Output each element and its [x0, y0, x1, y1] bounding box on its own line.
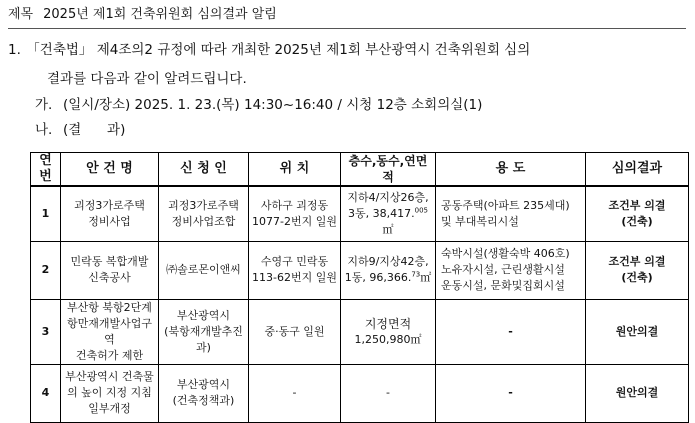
item-datetime-place	[35, 96, 482, 114]
item-text: (결 과)	[63, 122, 126, 138]
item-text: (일시/장소) 2025. 1. 23.(목) 14:30~16:40 / 시청 12층 소회의실(1)	[63, 97, 483, 113]
row-use: 숙박시설(생활숙박 406호) 노유자시설, 근린생활시설 운동시설, 문화및집회시설	[436, 241, 586, 299]
item-mark: 나.	[35, 122, 53, 138]
row-applicant: 부산광역시 (건축정책과)	[159, 364, 249, 422]
subject-label: 제목	[8, 7, 34, 22]
header-location: 위 치	[249, 153, 341, 187]
row-result: 조건부 의결 (건축)	[586, 186, 689, 241]
scale-main: 지하4/지상26층,	[347, 190, 429, 204]
header-no: 연번	[31, 153, 61, 187]
scale-sub: 3동, 38,417.$^{005}$㎡	[348, 206, 428, 236]
row-location: 사하구 괴정동 1077-2번지 일원	[249, 186, 341, 241]
row-applicant: 괴정3가로주택 정비사업조합	[159, 186, 249, 241]
results-table	[30, 152, 689, 423]
row-location: -	[249, 364, 341, 422]
item-mark: 가.	[35, 97, 53, 113]
row-name: 민락동 복합개발 신축공사	[61, 241, 159, 299]
paragraph-line-1: 「건축법」 제4조의2 규정에 따라 개최한 2025년 제1회 부산광역시 건축위원회 심의	[26, 42, 531, 58]
table-row	[31, 186, 689, 241]
row-location: 중·동구 일원	[249, 299, 341, 364]
row-use: -	[436, 364, 586, 422]
row-use: -	[436, 299, 586, 364]
row-result: 조건부 의결 (건축)	[586, 241, 689, 299]
row-applicant: ㈜솔로몬이앤씨	[159, 241, 249, 299]
row-no: 4	[31, 364, 61, 422]
row-scale	[341, 299, 436, 364]
row-scale	[341, 186, 436, 241]
table-header-row	[31, 153, 689, 187]
table-row	[31, 364, 689, 422]
row-use: 공동주택(아파트 235세대) 및 부대복리시설	[436, 186, 586, 241]
subject-text: 2025년 제1회 건축위원회 심의결과 알림	[43, 7, 277, 22]
row-name: 부산광역시 건축물 의 높이 지정 지침 일부개정	[61, 364, 159, 422]
paragraph-line-2: 결과를 다음과 같이 알려드립니다.	[47, 71, 247, 87]
item-result	[35, 121, 125, 139]
row-applicant: 부산광역시 (북항재개발추진과)	[159, 299, 249, 364]
row-name: 부산항 북항2단계 항만재개발사업구역 건축허가 제한	[61, 299, 159, 364]
scale-sub: 1동, 96,366.73㎡	[344, 270, 432, 284]
paragraph-number: 1.	[8, 42, 21, 58]
row-result: 원안의결	[586, 299, 689, 364]
header-name: 안 건 명	[61, 153, 159, 187]
row-result: 원안의결	[586, 364, 689, 422]
table-row	[31, 299, 689, 364]
scale-main: 지하9/지상42층,	[347, 255, 429, 268]
row-scale: -	[341, 364, 436, 422]
header-use: 용 도	[436, 153, 586, 187]
header-scale: 층수,동수,연면적	[341, 153, 436, 187]
subject-line	[8, 4, 686, 29]
row-location: 수영구 민락동 113-62번지 일원	[249, 241, 341, 299]
scale-sub: 1,250,980㎡	[354, 332, 422, 346]
scale-main: 지정면적	[364, 316, 412, 331]
row-name: 괴정3가로주택 정비사업	[61, 186, 159, 241]
intro-paragraph	[8, 36, 690, 94]
row-no: 1	[31, 186, 61, 241]
header-applicant: 신 청 인	[159, 153, 249, 187]
row-no: 2	[31, 241, 61, 299]
header-result: 심의결과	[586, 153, 689, 187]
table-row	[31, 241, 689, 299]
row-no: 3	[31, 299, 61, 364]
row-scale	[341, 241, 436, 299]
